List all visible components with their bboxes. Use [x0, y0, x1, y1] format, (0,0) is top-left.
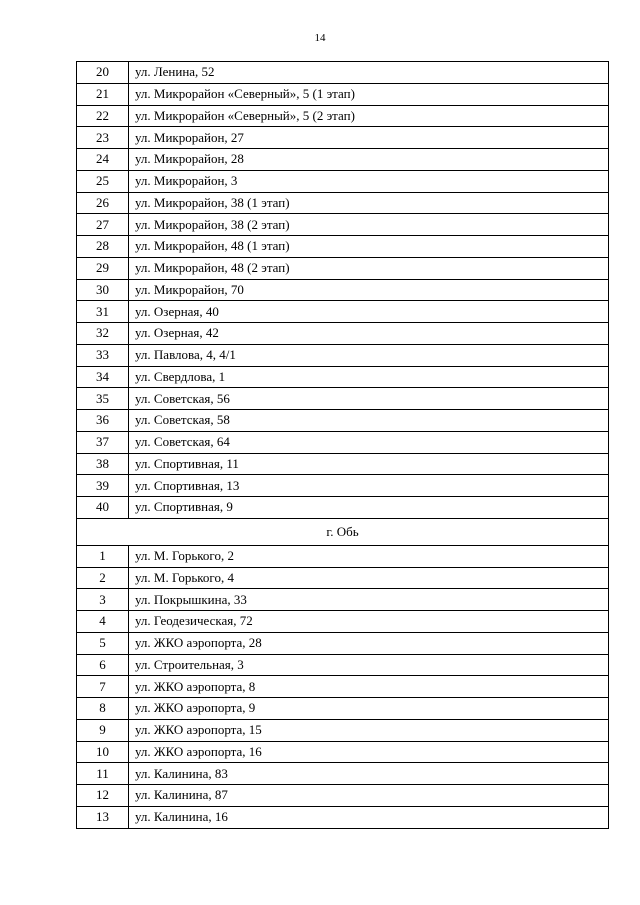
- table-row: [77, 62, 609, 84]
- row-number: 7: [77, 676, 129, 698]
- row-number: 31: [77, 301, 129, 323]
- row-address: ул. ЖКО аэропорта, 8: [129, 676, 609, 698]
- row-address: ул. Советская, 64: [129, 431, 609, 453]
- row-number: 12: [77, 785, 129, 807]
- table-row: [77, 105, 609, 127]
- table-row: [77, 192, 609, 214]
- row-address: ул. Микрорайон «Северный», 5 (1 этап): [129, 83, 609, 105]
- row-number: 13: [77, 806, 129, 828]
- table-row: [77, 410, 609, 432]
- table-row: [77, 719, 609, 741]
- table-row: [77, 785, 609, 807]
- row-number: 26: [77, 192, 129, 214]
- row-address: ул. Калинина, 16: [129, 806, 609, 828]
- address-table: [76, 61, 609, 829]
- row-address: ул. Покрышкина, 33: [129, 589, 609, 611]
- row-address: ул. Озерная, 42: [129, 323, 609, 345]
- row-address: ул. ЖКО аэропорта, 28: [129, 632, 609, 654]
- row-address: ул. Микрорайон, 48 (1 этап): [129, 236, 609, 258]
- table-row: [77, 214, 609, 236]
- row-number: 20: [77, 62, 129, 84]
- row-address: ул. Геодезическая, 72: [129, 611, 609, 633]
- table-row: [77, 257, 609, 279]
- table-row: [77, 366, 609, 388]
- table-row: [77, 323, 609, 345]
- section-row: [77, 518, 609, 545]
- table-row: [77, 654, 609, 676]
- row-number: 6: [77, 654, 129, 676]
- table-row: [77, 741, 609, 763]
- row-address: ул. Микрорайон, 3: [129, 170, 609, 192]
- row-number: 21: [77, 83, 129, 105]
- row-address: ул. ЖКО аэропорта, 15: [129, 719, 609, 741]
- row-number: 35: [77, 388, 129, 410]
- row-number: 3: [77, 589, 129, 611]
- row-number: 32: [77, 323, 129, 345]
- table-row: [77, 388, 609, 410]
- row-number: 9: [77, 719, 129, 741]
- row-number: 11: [77, 763, 129, 785]
- row-address: ул. Микрорайон, 28: [129, 149, 609, 171]
- row-address: ул. Микрорайон «Северный», 5 (2 этап): [129, 105, 609, 127]
- row-number: 33: [77, 344, 129, 366]
- row-address: ул. М. Горького, 2: [129, 545, 609, 567]
- table-row: [77, 453, 609, 475]
- row-number: 4: [77, 611, 129, 633]
- row-address: ул. Спортивная, 9: [129, 497, 609, 519]
- address-table-body-top: [77, 62, 609, 519]
- row-address: ул. Павлова, 4, 4/1: [129, 344, 609, 366]
- row-number: 38: [77, 453, 129, 475]
- row-address: ул. Микрорайон, 38 (2 этап): [129, 214, 609, 236]
- row-address: ул. Спортивная, 11: [129, 453, 609, 475]
- table-row: [77, 83, 609, 105]
- row-address: ул. ЖКО аэропорта, 16: [129, 741, 609, 763]
- table-row: [77, 545, 609, 567]
- address-table-body-bottom: [77, 545, 609, 828]
- table-row: [77, 676, 609, 698]
- row-address: ул. ЖКО аэропорта, 9: [129, 698, 609, 720]
- row-address: ул. Микрорайон, 48 (2 этап): [129, 257, 609, 279]
- row-number: 36: [77, 410, 129, 432]
- table-row: [77, 497, 609, 519]
- row-address: ул. Микрорайон, 38 (1 этап): [129, 192, 609, 214]
- row-number: 8: [77, 698, 129, 720]
- row-number: 5: [77, 632, 129, 654]
- row-number: 24: [77, 149, 129, 171]
- row-number: 28: [77, 236, 129, 258]
- row-number: 1: [77, 545, 129, 567]
- row-number: 37: [77, 431, 129, 453]
- table-row: [77, 698, 609, 720]
- table-row: [77, 236, 609, 258]
- table-row: [77, 431, 609, 453]
- table-row: [77, 611, 609, 633]
- row-address: ул. Спортивная, 13: [129, 475, 609, 497]
- table-row: [77, 127, 609, 149]
- row-number: 23: [77, 127, 129, 149]
- row-number: 29: [77, 257, 129, 279]
- row-number: 25: [77, 170, 129, 192]
- row-number: 10: [77, 741, 129, 763]
- table-row: [77, 344, 609, 366]
- table-row: [77, 149, 609, 171]
- table-row: [77, 475, 609, 497]
- row-number: 27: [77, 214, 129, 236]
- table-row: [77, 632, 609, 654]
- row-number: 2: [77, 567, 129, 589]
- section-title: г. Обь: [77, 518, 609, 545]
- table-row: [77, 589, 609, 611]
- row-address: ул. Калинина, 87: [129, 785, 609, 807]
- row-address: ул. Ленина, 52: [129, 62, 609, 84]
- table-row: [77, 279, 609, 301]
- row-address: ул. Строительная, 3: [129, 654, 609, 676]
- row-number: 40: [77, 497, 129, 519]
- row-address: ул. Озерная, 40: [129, 301, 609, 323]
- table-row: [77, 567, 609, 589]
- row-address: ул. Микрорайон, 27: [129, 127, 609, 149]
- row-number: 22: [77, 105, 129, 127]
- table-row: [77, 806, 609, 828]
- row-number: 39: [77, 475, 129, 497]
- table-row: [77, 763, 609, 785]
- table-row: [77, 170, 609, 192]
- row-address: ул. Свердлова, 1: [129, 366, 609, 388]
- row-address: ул. Калинина, 83: [129, 763, 609, 785]
- row-address: ул. Советская, 56: [129, 388, 609, 410]
- row-address: ул. Микрорайон, 70: [129, 279, 609, 301]
- row-address: ул. Советская, 58: [129, 410, 609, 432]
- table-row: [77, 301, 609, 323]
- row-number: 34: [77, 366, 129, 388]
- row-number: 30: [77, 279, 129, 301]
- page-number: 14: [314, 32, 326, 44]
- address-table-section: [77, 518, 609, 545]
- row-address: ул. М. Горького, 4: [129, 567, 609, 589]
